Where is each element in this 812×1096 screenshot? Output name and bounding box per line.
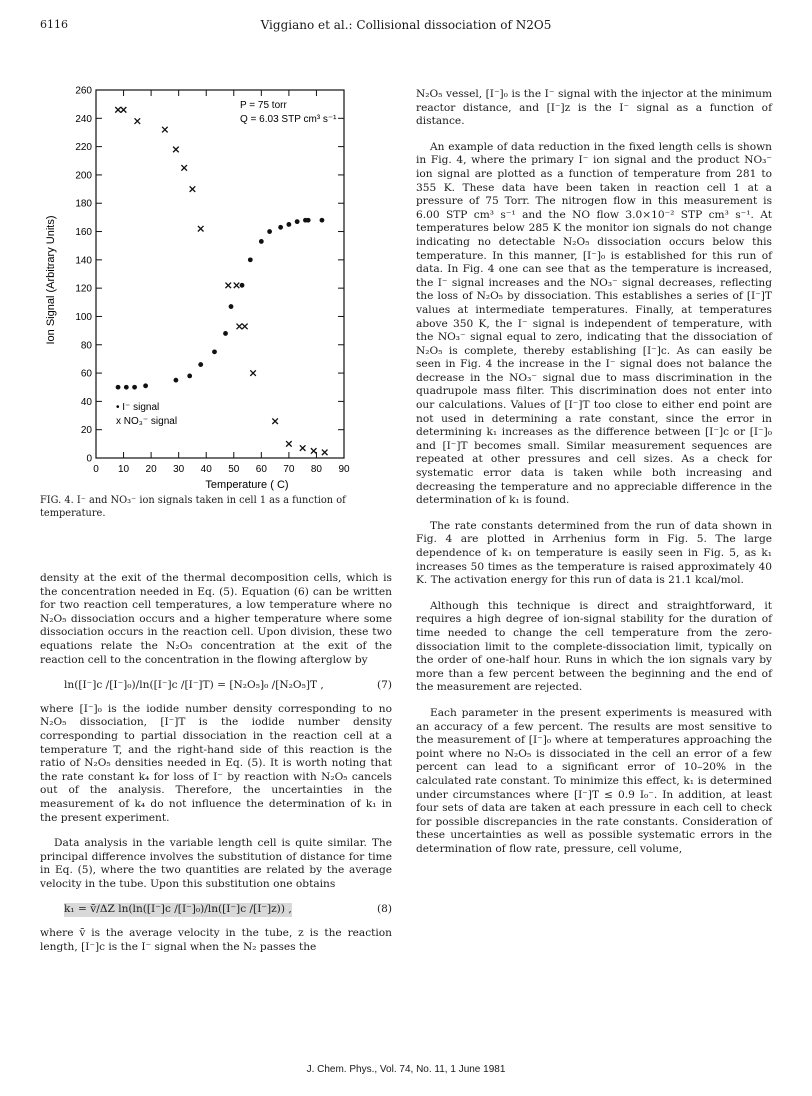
x-axis-label: Temperature ( C) (205, 479, 289, 491)
i-signal-point (278, 225, 283, 230)
i-signal-point (240, 283, 245, 288)
i-signal-point (286, 222, 291, 227)
y-tick-label: 40 (80, 396, 92, 408)
i-signal-point (267, 229, 272, 234)
paragraph: N₂O₅ vessel, [I⁻]₀ is the I⁻ signal with the injector at the minimum reactor distance, and [I⁻]z is the I⁻ signal as a function of distance. (416, 88, 772, 128)
scatter-chart (40, 80, 410, 500)
no3-signal-point (198, 226, 204, 232)
i-signal-point (259, 239, 264, 244)
i-signal-point (132, 385, 137, 390)
i-signal-point (198, 362, 203, 367)
y-tick-label: 180 (75, 198, 92, 210)
x-tick-label: 80 (310, 464, 323, 475)
y-tick-label: 60 (80, 368, 92, 380)
figure-4 (40, 80, 410, 500)
equation-body: ln([I⁻]c /[I⁻]₀)/ln([I⁻]c /[I⁻]T) = [N₂O₅]₀ /[N₂O₅]T , (64, 679, 324, 692)
i-signal-point (212, 349, 217, 354)
figure-annotation-flow: Q = 6.03 STP cm³ s⁻¹ (240, 114, 337, 125)
no3-signal-point (181, 165, 187, 171)
i-signal-point (187, 374, 192, 379)
page-number: 6116 (40, 18, 68, 31)
y-tick-label: 160 (75, 227, 92, 239)
i-signal-point (295, 219, 300, 224)
no3-signal-point (300, 445, 306, 451)
i-signal-point (143, 383, 148, 388)
x-tick-label: 10 (117, 464, 130, 475)
i-signal-point (116, 385, 121, 390)
x-tick-label: 0 (93, 464, 99, 475)
no3-signal-point (311, 448, 317, 454)
y-tick-label: 260 (75, 85, 92, 97)
no3-signal-point (322, 450, 328, 456)
no3-signal-point (121, 107, 127, 113)
no3-signal-point (286, 441, 292, 447)
no3-signal-point (162, 127, 168, 133)
figure-annotation-pressure: P = 75 torr (240, 100, 287, 111)
y-tick-label: 80 (80, 340, 92, 352)
no3-signal-point (135, 118, 141, 124)
x-tick-label: 50 (228, 464, 240, 475)
equation-8 (40, 903, 392, 917)
paragraph: An example of data reduction in the fixed length cells is shown in Fig. 4, where the primary I⁻ ion signal and the product NO₃⁻ ion signal are plotted as a function of temperature from 281 to 355 K. These data have been taken in reaction cell 1 at a pressure of 75 Torr. The nitrogen flow in this measurement is 6.00 STP cm³ s⁻¹ and the NO flow 3.0×10⁻² STP cm³ s⁻¹. At temperatures below 285 K the monitor ion signals do not change indicating no detectable N₂O₅ dissociation occurs below this temperature. In this manner, [I⁻]₀ is established for this run of data. In Fig. 4 one can see that as the temperature is increased, the I⁻ signal increases and the NO₃⁻ signal decreases, reflecting the loss of N₂O₅ by dissociation. This establishes a series of [I⁻]T values at intermediate temperatures. Finally, at temperatures above 350 K, the I⁻ signal is independent of temperature, with the NO₃⁻ signal equal to zero, indicating that the dissociation of N₂O₅ is complete, thereby establishing [I⁻]c. As can easily be seen in Fig. 4 the increase in the I⁻ signal does not balance the decrease in the NO₃⁻ signal due to mass discrimination in the quadrupole mass filter. This discrimination does not enter into our calculations. Values of [I⁻]T too close to either end point are not used in determining a rate constant, since the error in determining k₁ increases as the difference between [I⁻]c or [I⁻]₀ and [I⁻]T becomes small. Similar measurement sequences are repeated at other pressures and cell sizes. As a check for systematic error data is taken while both increasing and decreasing the temperature and no appreciable difference in the determination of k₁ is found. (416, 140, 772, 507)
i-signal-point (229, 304, 234, 309)
y-tick-label: 0 (86, 453, 92, 465)
x-tick-label: 20 (145, 464, 157, 475)
paragraph: Each parameter in the present experiments is measured with an accuracy of a few percent. The results are most sensitive to the measurement of [I⁻]₀ where at temperatures approaching the point where no N₂O₅ is dissociated in the cell an error of a few percent can lead to a significant error of 10–20% in the calculated rate constant. To minimize this effect, k₁ is determined under circumstances where [I⁻]T ≤ 0.9 I₀⁻. In addition, at least four sets of data are taken at each pressure in each cell to check for possible discrepancies in the rate constants. Consideration of these uncertainties as well as possible systematic errors in the determination of flow rate, pressure, cell volume, (416, 706, 772, 855)
legend-cross-label: x NO₃⁻ signal (116, 416, 178, 427)
x-tick-label: 30 (173, 464, 185, 475)
legend-dot-label: • I⁻ signal (116, 402, 160, 413)
equation-number: (7) (376, 679, 392, 692)
i-signal-point (223, 331, 228, 336)
y-tick-label: 20 (80, 425, 92, 437)
no3-signal-point (115, 107, 121, 113)
page-footer: J. Chem. Phys., Vol. 74, No. 11, 1 June 1981 (306, 1064, 506, 1075)
x-tick-label: 40 (200, 464, 212, 475)
x-tick-label: 90 (338, 464, 350, 475)
no3-signal-point (250, 370, 256, 376)
x-tick-label: 60 (255, 464, 267, 475)
no3-signal-point (190, 186, 196, 192)
no3-signal-point (272, 418, 278, 424)
paragraph: where v̄ is the average velocity in the tube, z is the reaction length, [I⁻]c is the I⁻ signal when the N₂ passes the (40, 927, 392, 953)
i-signal-point (248, 257, 253, 262)
running-title: Viggiano et al.: Collisional dissociation of N2O5 (260, 18, 552, 32)
y-tick-label: 120 (75, 283, 92, 295)
no3-signal-point (173, 147, 179, 153)
y-tick-label: 240 (75, 113, 92, 125)
i-signal-point (124, 385, 129, 390)
y-tick-label: 140 (75, 255, 92, 267)
no3-signal-point (242, 324, 248, 330)
no3-signal-point (236, 324, 242, 330)
i-signal-point (320, 218, 325, 223)
i-signal-point (174, 378, 179, 383)
paragraph: where [I⁻]₀ is the iodide number density corresponding to no N₂O₅ dissociation, [I⁻]T is the iodide number density corresponding to partial dissociation in the reaction cell at a temperature T, and the right-hand side of this reaction is the ratio of N₂O₅ densities needed in Eq. (5). It is worth noting that the rate constant k₄ for loss of I⁻ by reaction with N₂O₅ cancels out of the analysis. Therefore, the uncertainties in the measurement of k₄ do not influence the determination of k₁ in the present experiment. (40, 702, 392, 824)
equation-number: (8) (376, 903, 392, 916)
no3-signal-point (225, 283, 231, 289)
right-column (416, 88, 772, 868)
equation-body: k₁ = v̄/ΔZ ln(ln([I⁻]c /[I⁻]₀)/ln([I⁻]c /[I⁻]z)) , (64, 903, 292, 916)
paragraph: density at the exit of the thermal decomposition cells, which is the concentration needed in Eq. (5). Equation (6) can be written for two reaction cell temperatures, a low temperature where no N₂O₅ dissociation occurs and a higher temperature where some dissociation occurs in the reaction cell. Upon division, these two equations relate the N₂O₅ concentration at the exit of the reaction cell to the concentration in the flowing afterglow by (40, 572, 392, 666)
page-header (40, 18, 772, 38)
left-column (40, 572, 392, 966)
i-signal-point (306, 218, 311, 223)
equation-7 (40, 679, 392, 693)
paragraph: Although this technique is direct and straightforward, it requires a high degree of ion-signal stability for the duration of time needed to change the cell temperature from the zero-dissociation limit to the complete-dissociation limit, typically on the order of one-half hour. Runs in which the ion signals vary by more than a few percent between the beginning and the end of the measurement are rejected. (416, 599, 772, 694)
figure-caption: FIG. 4. I⁻ and NO₃⁻ ion signals taken in cell 1 as a function of temperature. (40, 495, 346, 519)
paragraph: The rate constants determined from the run of data shown in Fig. 4 are plotted in Arrhenius form in Fig. 5. The large dependence of k₁ on temperature is easily seen in Fig. 5, as k₁ increases 50 times as the temperature is raised approximately 40 K. The activation energy for this run of data is 21.1 kcal/mol. (416, 519, 772, 587)
y-tick-label: 220 (75, 142, 92, 154)
y-tick-label: 100 (75, 311, 92, 323)
y-axis-label: Ion Signal (Arbitrary Units) (45, 215, 57, 345)
paragraph: Data analysis in the variable length cell is quite similar. The principal difference involves the substitution of distance for time in Eq. (5), where the two quantities are related by the average velocity in the tube. Upon this substitution one obtains (40, 837, 392, 890)
x-tick-label: 70 (283, 464, 295, 475)
y-tick-label: 200 (75, 170, 92, 182)
no3-signal-point (234, 283, 240, 289)
